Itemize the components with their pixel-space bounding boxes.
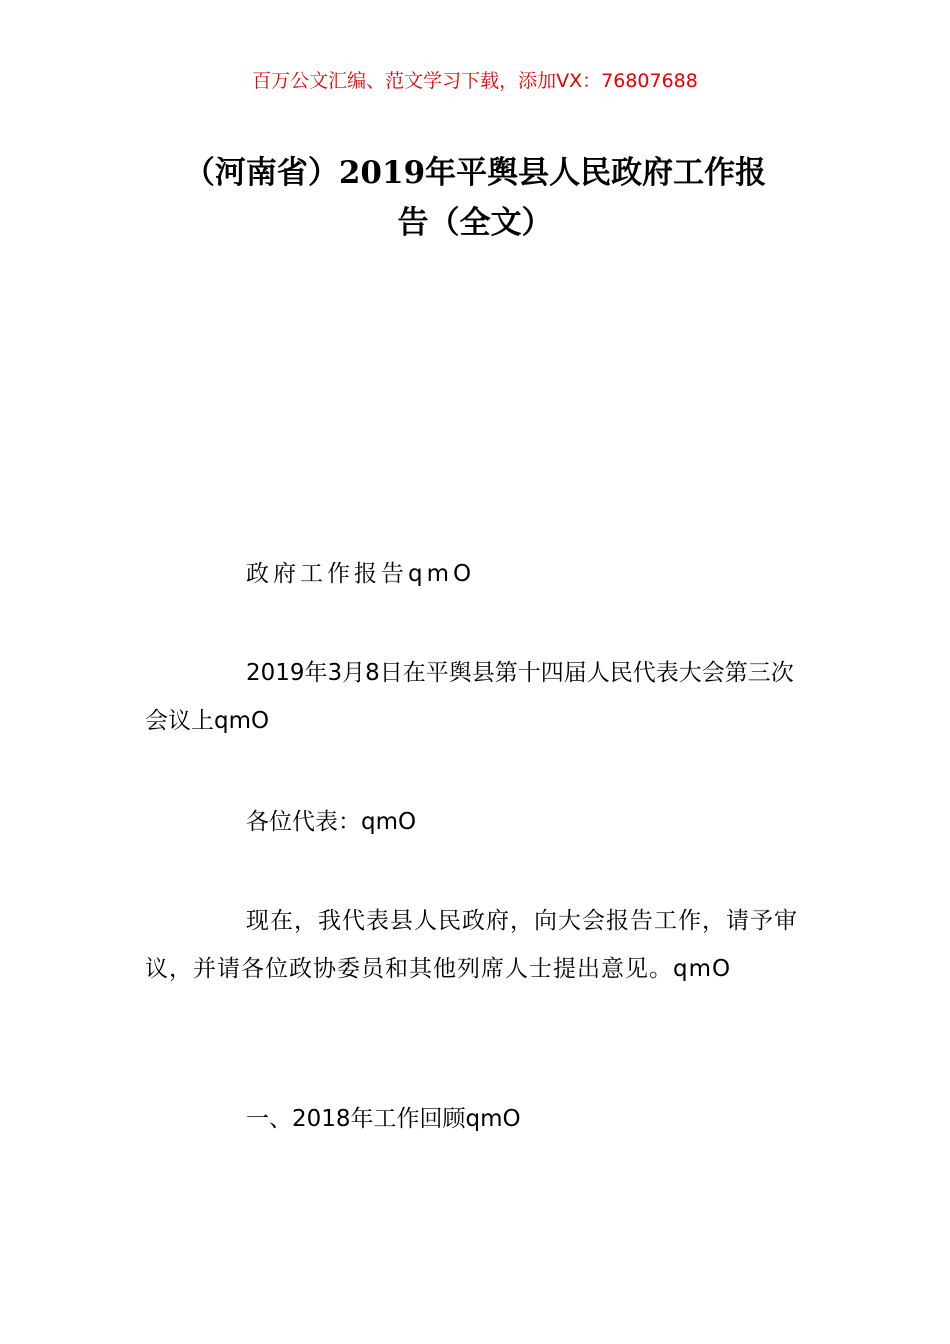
paragraph-salutation: 各位代表：qmO: [246, 809, 417, 835]
document-title: [120, 148, 830, 248]
paragraph-introduction: 现在，我代表县人民政府，向大会报告工作，请予审议，并请各位政协委员和其他列席人士提出意见。qmO: [145, 908, 798, 982]
document-title-line-1: （河南省）2019年平舆县人民政府工作报: [183, 155, 767, 191]
paragraph-meeting-info: 2019年3月8日在平舆县第十四届人民代表大会第三次会议上qmO: [145, 660, 794, 734]
paragraph-section-heading: 一、2018年工作回顾qmO: [246, 1106, 521, 1132]
paragraph-report-heading: 政府工作报告qmO: [246, 561, 476, 587]
header-watermark-note: 百万公文汇编、范文学习下载，添加VX：76807688: [252, 70, 698, 92]
document-title-line-2: 告（全文）: [397, 205, 553, 241]
